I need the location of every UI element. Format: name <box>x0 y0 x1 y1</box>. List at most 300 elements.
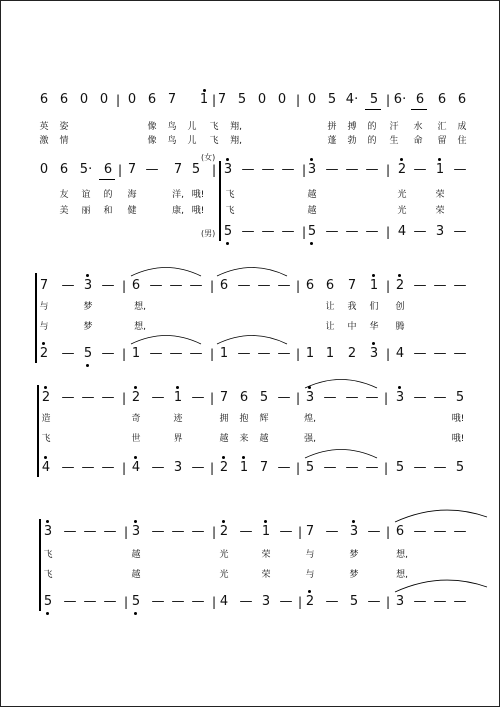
high-octave-dot <box>226 158 229 161</box>
note: — <box>191 594 205 609</box>
note: — <box>279 594 293 609</box>
note: 2 <box>219 460 229 475</box>
system-3-bottom-notes <box>1 345 500 363</box>
lyric: 辉 <box>259 414 269 424</box>
note: 3 <box>173 460 183 475</box>
lyric: 英 <box>39 122 49 132</box>
note: 3 <box>395 390 405 405</box>
note: — <box>453 346 467 361</box>
lyric: 飞 <box>43 550 53 560</box>
note: — <box>237 346 251 361</box>
note: — <box>83 594 97 609</box>
high-octave-dot <box>222 520 225 523</box>
note: 1 <box>131 346 141 361</box>
note: 5 <box>305 460 315 475</box>
note: 6 <box>219 278 229 293</box>
note: — <box>191 390 205 405</box>
note: 7 <box>305 524 315 539</box>
note: 2 <box>347 346 357 361</box>
note: 6 <box>59 92 69 107</box>
note: — <box>365 390 379 405</box>
lyric: 拥 <box>219 414 229 424</box>
low-octave-dot <box>86 364 89 367</box>
note: — <box>149 278 163 293</box>
lyric: 越 <box>131 550 141 560</box>
note: — <box>277 460 291 475</box>
note: 5 <box>259 390 269 405</box>
note: 6 <box>457 92 467 107</box>
note: 6· <box>393 92 407 107</box>
note: — <box>433 390 447 405</box>
high-octave-dot <box>372 342 375 345</box>
note: 6 <box>305 278 315 293</box>
lyric: 哦! <box>451 414 465 424</box>
lyric: 世 <box>131 434 141 444</box>
note: 5 <box>43 594 53 609</box>
note: — <box>413 346 427 361</box>
lyric: 激 <box>39 136 49 146</box>
note: — <box>237 278 251 293</box>
note: — <box>81 390 95 405</box>
note: 2 <box>305 594 315 609</box>
note: 6 <box>131 278 141 293</box>
high-octave-dot <box>44 386 47 389</box>
high-octave-dot <box>222 456 225 459</box>
lyric: 的 <box>103 190 113 200</box>
note: 2 <box>395 278 405 293</box>
note: — <box>171 524 185 539</box>
barline: | <box>297 595 303 609</box>
note: — <box>433 524 447 539</box>
lyric: 奇 <box>131 414 141 424</box>
system-2-bottom-notes <box>1 223 500 241</box>
lyric: 想, <box>396 570 408 580</box>
lyric: 迹 <box>173 414 183 424</box>
underline <box>99 179 115 180</box>
lyric: 荣 <box>261 550 271 560</box>
note: — <box>367 594 381 609</box>
note: 0 <box>307 92 317 107</box>
system-3-top-notes <box>1 277 500 295</box>
voice-tag-female: (女) <box>201 153 216 162</box>
note: — <box>367 524 381 539</box>
note: — <box>169 346 183 361</box>
slur <box>305 380 377 389</box>
note: — <box>345 460 359 475</box>
note: 2 <box>39 346 49 361</box>
note: — <box>325 224 339 239</box>
barline: | <box>385 595 391 609</box>
note: — <box>325 594 339 609</box>
lyric: 想, <box>134 322 146 332</box>
note: — <box>257 278 271 293</box>
slur <box>395 580 487 592</box>
lyric: 哦! <box>451 434 465 444</box>
system-1-notes <box>1 91 500 109</box>
lyric: 像 <box>147 136 157 146</box>
note: — <box>61 346 75 361</box>
note: — <box>101 390 115 405</box>
barline: | <box>385 163 391 177</box>
note: — <box>239 524 253 539</box>
lyric: 像 <box>147 122 157 132</box>
lyric: 腾 <box>395 322 405 332</box>
lyric: 飞 <box>43 570 53 580</box>
note: — <box>281 224 295 239</box>
barline: | <box>123 595 129 609</box>
note: 5 <box>395 460 405 475</box>
high-octave-dot <box>44 456 47 459</box>
note: — <box>277 278 291 293</box>
note: — <box>257 346 271 361</box>
barline: | <box>385 279 391 293</box>
system-5-top-notes <box>1 523 500 541</box>
high-octave-dot <box>308 590 311 593</box>
note: 6 <box>325 278 335 293</box>
note: 1 <box>173 390 183 405</box>
lyric: 荣 <box>435 190 445 200</box>
high-octave-dot <box>308 386 311 389</box>
low-octave-dot <box>46 612 49 615</box>
note: 5· <box>79 162 93 177</box>
note: — <box>365 460 379 475</box>
barline: | <box>301 225 307 239</box>
lyric: 汇 <box>437 122 447 132</box>
note: 6 <box>239 390 249 405</box>
note: 4· <box>345 92 359 107</box>
lyric: 飞 <box>225 206 235 216</box>
note: 6 <box>395 524 405 539</box>
lyric: 越 <box>307 206 317 216</box>
note: 5 <box>191 162 201 177</box>
lyric: 创 <box>395 302 405 312</box>
note: 1 <box>325 346 335 361</box>
note: — <box>277 390 291 405</box>
lyric: 翔, <box>230 122 242 132</box>
lyric: 住 <box>457 136 467 146</box>
high-octave-dot <box>134 520 137 523</box>
note: 4 <box>131 460 141 475</box>
lyric: 越 <box>259 434 269 444</box>
note: — <box>453 524 467 539</box>
lyric: 光 <box>397 206 407 216</box>
note: — <box>145 162 159 177</box>
note: — <box>103 524 117 539</box>
barline: | <box>211 525 217 539</box>
lyric: 翔, <box>230 136 242 146</box>
underline <box>365 109 381 110</box>
barline: | <box>211 163 217 177</box>
lyric: 命 <box>413 136 423 146</box>
note: — <box>83 524 97 539</box>
high-octave-dot <box>46 520 49 523</box>
note: 5 <box>455 460 465 475</box>
barline: | <box>301 163 307 177</box>
note: 2 <box>41 390 51 405</box>
lyric: 越 <box>131 570 141 580</box>
note: 0 <box>257 92 267 107</box>
high-octave-dot <box>264 520 267 523</box>
barline: | <box>385 525 391 539</box>
barline: | <box>295 279 301 293</box>
lyric: 蓬 <box>327 136 337 146</box>
note: — <box>413 524 427 539</box>
barline: | <box>209 347 215 361</box>
note: — <box>413 224 427 239</box>
high-octave-dot <box>134 456 137 459</box>
low-octave-dot <box>226 242 229 245</box>
lyric: 水 <box>413 122 423 132</box>
note: 5 <box>237 92 247 107</box>
high-octave-dot <box>398 274 401 277</box>
note: — <box>433 460 447 475</box>
note: — <box>61 460 75 475</box>
barline: | <box>295 93 301 107</box>
note: 2 <box>131 390 141 405</box>
note: 3 <box>261 594 271 609</box>
note: — <box>365 224 379 239</box>
note: — <box>189 346 203 361</box>
note: 0 <box>39 162 49 177</box>
note: — <box>453 224 467 239</box>
note: 1 <box>239 460 249 475</box>
note: — <box>169 278 183 293</box>
barline: | <box>383 461 389 475</box>
barline: | <box>209 391 215 405</box>
lyric: 飞 <box>225 190 235 200</box>
note: 1 <box>435 162 445 177</box>
note: 3 <box>369 346 379 361</box>
lyric: 飞 <box>209 122 219 132</box>
lyric: 美 <box>59 206 69 216</box>
note: — <box>151 524 165 539</box>
note: 3 <box>43 524 53 539</box>
system-brace-line <box>219 161 221 241</box>
lyric: 想, <box>396 550 408 560</box>
barline: | <box>209 279 215 293</box>
underline <box>411 109 427 110</box>
note: 7 <box>39 278 49 293</box>
slur <box>217 268 287 277</box>
note: — <box>189 278 203 293</box>
lyric: 生 <box>389 136 399 146</box>
system-4-top-notes <box>1 389 500 407</box>
note: — <box>241 162 255 177</box>
note: — <box>61 390 75 405</box>
note: — <box>277 346 291 361</box>
barline: | <box>121 461 127 475</box>
note: 0 <box>277 92 287 107</box>
note: — <box>345 162 359 177</box>
lyric: 鸟 <box>167 136 177 146</box>
note: 6 <box>103 162 113 177</box>
high-octave-dot <box>438 158 441 161</box>
note: 5 <box>83 346 93 361</box>
barline: | <box>295 391 301 405</box>
lyric: 强, <box>304 434 316 444</box>
lyric: 洋, <box>172 190 184 200</box>
lyric: 搏 <box>347 122 357 132</box>
high-octave-dot <box>203 89 206 92</box>
lyric: 哦! <box>191 206 205 216</box>
note: 6 <box>59 162 69 177</box>
system-5-bottom-notes <box>1 593 500 611</box>
note: 7 <box>347 278 357 293</box>
note: 4 <box>219 594 229 609</box>
system-2-top-notes <box>1 161 500 179</box>
note: — <box>453 594 467 609</box>
lyric: 与 <box>39 302 49 312</box>
lyric: 梦 <box>349 570 359 580</box>
note: — <box>61 278 75 293</box>
note: 3 <box>307 162 317 177</box>
note: — <box>149 346 163 361</box>
lyric: 谊 <box>81 190 91 200</box>
high-octave-dot <box>400 158 403 161</box>
high-octave-dot <box>134 386 137 389</box>
barline: | <box>295 347 301 361</box>
note: — <box>433 594 447 609</box>
lyric: 界 <box>173 434 183 444</box>
note: — <box>171 594 185 609</box>
note: — <box>413 162 427 177</box>
note: 0 <box>99 92 109 107</box>
lyric: 勃 <box>347 136 357 146</box>
lyric: 飞 <box>209 136 219 146</box>
lyric: 海 <box>127 190 137 200</box>
note: 5 <box>455 390 465 405</box>
barline: | <box>123 525 129 539</box>
lyric: 情 <box>59 136 69 146</box>
barline: | <box>209 461 215 475</box>
lyric: 的 <box>367 136 377 146</box>
lyric: 康, <box>172 206 184 216</box>
note: 3 <box>305 390 315 405</box>
lyric: 成 <box>457 122 467 132</box>
barline: | <box>115 93 121 107</box>
barline: | <box>211 93 217 107</box>
high-octave-dot <box>398 386 401 389</box>
slur <box>131 268 201 277</box>
barline: | <box>121 279 127 293</box>
note: — <box>323 460 337 475</box>
note: 7 <box>167 92 177 107</box>
low-octave-dot <box>134 612 137 615</box>
note: 3 <box>83 278 93 293</box>
note: — <box>241 224 255 239</box>
note: — <box>279 524 293 539</box>
note: — <box>433 278 447 293</box>
lyric: 姿 <box>59 122 69 132</box>
note: — <box>345 390 359 405</box>
barline: | <box>385 225 391 239</box>
note: 0 <box>127 92 137 107</box>
lyric: 健 <box>127 206 137 216</box>
note: — <box>191 524 205 539</box>
barline: | <box>211 595 217 609</box>
lyric: 飞 <box>41 434 51 444</box>
lyric: 的 <box>367 122 377 132</box>
note: — <box>151 594 165 609</box>
note: — <box>103 594 117 609</box>
high-octave-dot <box>352 520 355 523</box>
note: — <box>345 224 359 239</box>
note: 1 <box>199 92 209 107</box>
lyric: 越 <box>307 190 317 200</box>
note: 5 <box>369 92 379 107</box>
lyric: 们 <box>369 302 379 312</box>
high-octave-dot <box>176 386 179 389</box>
note: 5 <box>349 594 359 609</box>
lyric: 想, <box>134 302 146 312</box>
lyric: 让 <box>325 322 335 332</box>
lyric: 华 <box>369 322 379 332</box>
note: 6 <box>437 92 447 107</box>
note: — <box>101 460 115 475</box>
note: — <box>453 278 467 293</box>
barline: | <box>385 93 391 107</box>
note: 7 <box>173 162 183 177</box>
lyric: 来 <box>239 434 249 444</box>
note: 2 <box>397 162 407 177</box>
note: 1 <box>305 346 315 361</box>
system-4-bottom-notes <box>1 459 500 477</box>
note: 6 <box>147 92 157 107</box>
slur <box>395 510 487 522</box>
high-octave-dot <box>42 342 45 345</box>
low-octave-dot <box>310 242 313 245</box>
lyric: 丽 <box>81 206 91 216</box>
note: — <box>101 346 115 361</box>
barline: | <box>383 391 389 405</box>
note: 7 <box>217 92 227 107</box>
note: 3 <box>349 524 359 539</box>
note: 5 <box>223 224 233 239</box>
lyric: 拼 <box>327 122 337 132</box>
lyric: 光 <box>219 570 229 580</box>
barline: | <box>121 391 127 405</box>
lyric: 与 <box>305 570 315 580</box>
note: — <box>151 390 165 405</box>
note: 4 <box>397 224 407 239</box>
note: 6 <box>39 92 49 107</box>
note: 7 <box>219 390 229 405</box>
note: 0 <box>79 92 89 107</box>
note: — <box>281 162 295 177</box>
lyric: 友 <box>59 190 69 200</box>
note: — <box>63 594 77 609</box>
lyric: 与 <box>39 322 49 332</box>
note: — <box>413 390 427 405</box>
lyric: 梦 <box>349 550 359 560</box>
slur <box>305 450 377 459</box>
note: 6 <box>415 92 425 107</box>
note: — <box>413 460 427 475</box>
barline: | <box>117 163 123 177</box>
lyric: 越 <box>219 434 229 444</box>
lyric: 荣 <box>261 570 271 580</box>
note: 7 <box>127 162 137 177</box>
lyric: 鸟 <box>167 122 177 132</box>
note: — <box>325 524 339 539</box>
slur <box>131 336 201 345</box>
note: 3 <box>131 524 141 539</box>
lyric: 光 <box>219 550 229 560</box>
note: 3 <box>435 224 445 239</box>
note: — <box>325 162 339 177</box>
high-octave-dot <box>242 456 245 459</box>
note: — <box>63 524 77 539</box>
